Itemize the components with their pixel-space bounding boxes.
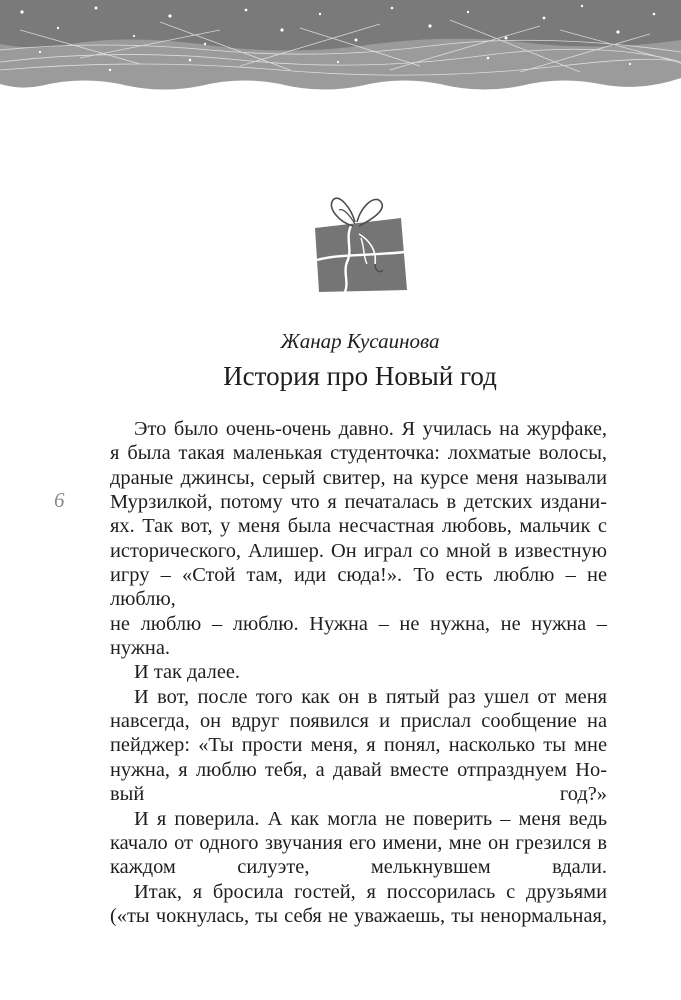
text-line: я была такая маленькая студенточка: лохматые волосы, — [110, 442, 607, 465]
text-line: Итак, я бросила гостей, я поссорилась с друзьями — [134, 880, 607, 903]
story-title: История про Новый год — [223, 361, 497, 391]
snowy-branches-header — [0, 0, 681, 92]
paragraph — [110, 807, 607, 880]
author-name: Жанар Кусаинова — [280, 329, 440, 353]
text-line: («ты чокнулась, ты себя не уважаешь, ты ненормальная, — [110, 904, 607, 927]
text-line: драные джинсы, серый свитер, на курсе меня называли — [110, 466, 607, 489]
text-line: Это было очень-очень давно. Я училась на журфаке, — [134, 418, 607, 440]
text-line: пейджер: «Ты прости меня, я понял, насколько ты мне — [110, 734, 607, 757]
text-line: исторического, Алишер. Он играл со мной в известную — [110, 539, 607, 562]
text-line: навсегда, он вдруг появился и прислал сообщение на — [110, 710, 607, 733]
paragraph — [110, 660, 607, 684]
text-line: нужна, я люблю тебя, а давай вместе отпразднуем Но- — [110, 758, 607, 781]
text-line: И так далее. — [134, 661, 241, 684]
page-number: 6 — [54, 488, 65, 512]
text-line: И вот, после того как он в пятый раз ушел от меня — [134, 685, 607, 708]
paragraph — [110, 685, 607, 807]
text-line: игру – «Стой там, иди сюда!». То есть люблю – не люблю, — [110, 564, 607, 611]
text-line: И я поверила. А как могла не поверить – меня ведь — [134, 807, 607, 830]
text-line: каждом силуэте, мелькнувшем вдали. — [110, 856, 607, 879]
text-line: вый год?» — [110, 783, 607, 806]
text-line: ях. Так вот, у меня была несчастная любовь, мальчик с — [110, 515, 607, 538]
text-line: качало от одного звучания его имени, мне он грезился в — [110, 831, 607, 854]
gift-box-icon — [305, 194, 417, 294]
paragraph — [110, 417, 607, 660]
text-line: не люблю – люблю. Нужна – не нужна, не нужна – нужна. — [110, 612, 607, 660]
text-line: Мурзилкой, потому что я печаталась в детских издани- — [110, 491, 607, 514]
story-body — [110, 417, 607, 928]
paragraph — [110, 880, 607, 929]
